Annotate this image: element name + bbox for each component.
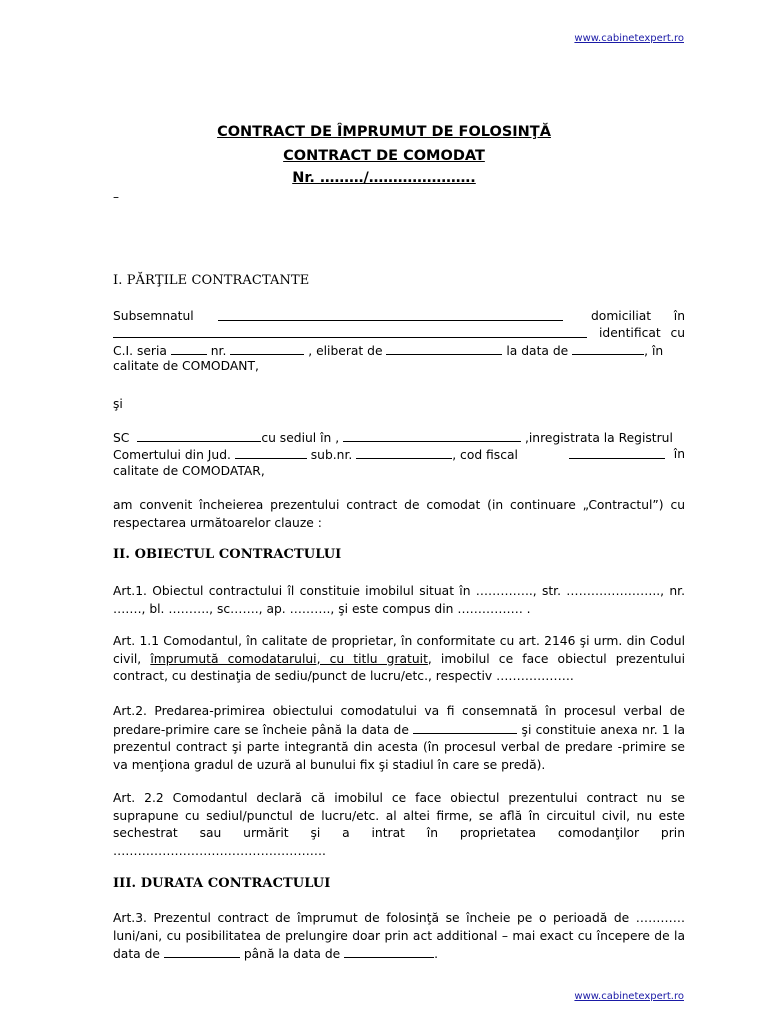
title-line-1: CONTRACT DE ÎMPRUMUT DE FOLOSINŢĂ [217,124,551,140]
label-in-2: în [673,447,685,461]
article-1-1-text-a: Art. 1.1 Comodantul, în calitate de proprietar, în conformitate cu art. 2146 şi urm. din Codul civil, [113,634,685,666]
section-1-heading: I. PĂRŢILE CONTRACTANTE [113,273,310,288]
section-2-heading: II. OBIECTUL CONTRACTULUI [113,547,342,562]
blank-sc [137,429,261,442]
article-2-2: Art. 2.2 Comodantul declară că imobilul ce face obiectul prezentului contract nu se suprapune cu sediul/punctul de lucru/etc. al altei firme, se află în circuitul civil, nu este sechestrat sau urmărit şi a intrat în proprietatea comodanţilor prin ……………………………………………. [113,791,685,858]
label-sc: SC [113,431,130,445]
header-website-link[interactable]: www.cabinetexpert.ro [574,33,684,44]
agreement-paragraph: am convenit încheierea prezentului contract de comodat (in continuare „Contractul”) cu respectarea următoarelor clauze : [113,498,685,530]
label-in: în [673,309,685,323]
label-la-data: la data de [506,344,569,358]
article-3-text-b: până la data de [243,947,341,961]
blank-subnr [356,446,452,459]
article-3-text-c: . [434,947,439,961]
label-subnr: sub.nr. [310,448,353,462]
label-eliberat: , eliberat de [308,344,383,358]
parties-row-2 [113,325,685,342]
label-domiciliat: domiciliat [591,309,652,323]
blank-address [113,325,587,338]
blank-eliberat [386,342,502,355]
article-1-1 [113,633,685,686]
blank-ci-seria [171,342,207,355]
footer-website-link[interactable]: www.cabinetexpert.ro [574,991,684,1002]
article-1-1-text-c: , imobilul ce face obiectul prezentului contract, cu destinaţia de sediu/punct de lucru/etc., respectiv ………………. [113,651,685,683]
label-cu: cu [670,326,685,340]
label-inregistrata: ,inregistrata la Registrul [524,431,673,445]
article-1-1-underlined: împrumută comodatarului, cu titlu gratuit [150,651,428,666]
parties-row-1 [113,308,685,325]
title-line-2: CONTRACT DE COMODAT [283,148,485,164]
label-ci-seria: C.I. seria [113,344,167,358]
blank-la-data [572,342,644,355]
article-2 [113,703,685,774]
label-cu-sediul: cu sediul în , [261,431,340,445]
company-row-2 [113,446,685,463]
label-si: şi [113,397,123,411]
label-calitate-comodatar: calitate de COMODATAR, [113,464,265,478]
dash-mark: – [113,190,119,204]
label-in-comma: , în [644,344,664,358]
label-nr: nr. [210,344,227,358]
parties-row-3 [113,342,685,359]
blank-start-date [164,945,240,958]
article-2-text-a: Art.2. Predarea-primirea obiectului comodatului va fi consemnată în procesul verbal de predare-primire care se încheie până la data de [113,704,685,737]
blank-cod-fiscal [569,446,665,459]
article-3-text-a: Art.3. Prezentul contract de împrumut de folosinţă se încheie pe o perioadă de ………… luni/ani, cu posibilitatea de prelungire doar prin act additional – mai exact cu începere de la data de [113,911,685,961]
blank-end-date [344,945,434,958]
label-calitate-comodant: calitate de COMODANT, [113,359,259,373]
article-2-text-b: şi constituie anexa nr. 1 la prezentul contract şi parte integrantă din acesta (în procesul verbal de predare -primire se va menţiona gradul de uzură al bunului fix şi stadiul în care se predă). [113,722,685,772]
label-identificat: identificat [599,326,661,340]
label-subsemnatul: Subsemnatul [113,309,194,323]
label-comertului: Comertului din Jud. [113,448,231,462]
article-1: Art.1. Obiectul contractului îl constituie imobilul situat în ………….., str. ………………….., nr. ……., bl. ………., sc……., ap. ………., şi este compus din ……………. . [113,584,685,616]
section-3-heading: III. DURATA CONTRACTULUI [113,876,331,891]
company-row-1 [113,429,685,446]
blank-sediul [343,429,521,442]
blank-name [218,308,563,321]
title-line-3: Nr. ………/…………………. [292,170,476,186]
blank-judet [235,446,307,459]
blank-ci-nr [230,342,304,355]
label-cod-fiscal: , cod fiscal [452,448,518,462]
article-3 [113,910,685,964]
blank-predare-data [413,721,517,734]
